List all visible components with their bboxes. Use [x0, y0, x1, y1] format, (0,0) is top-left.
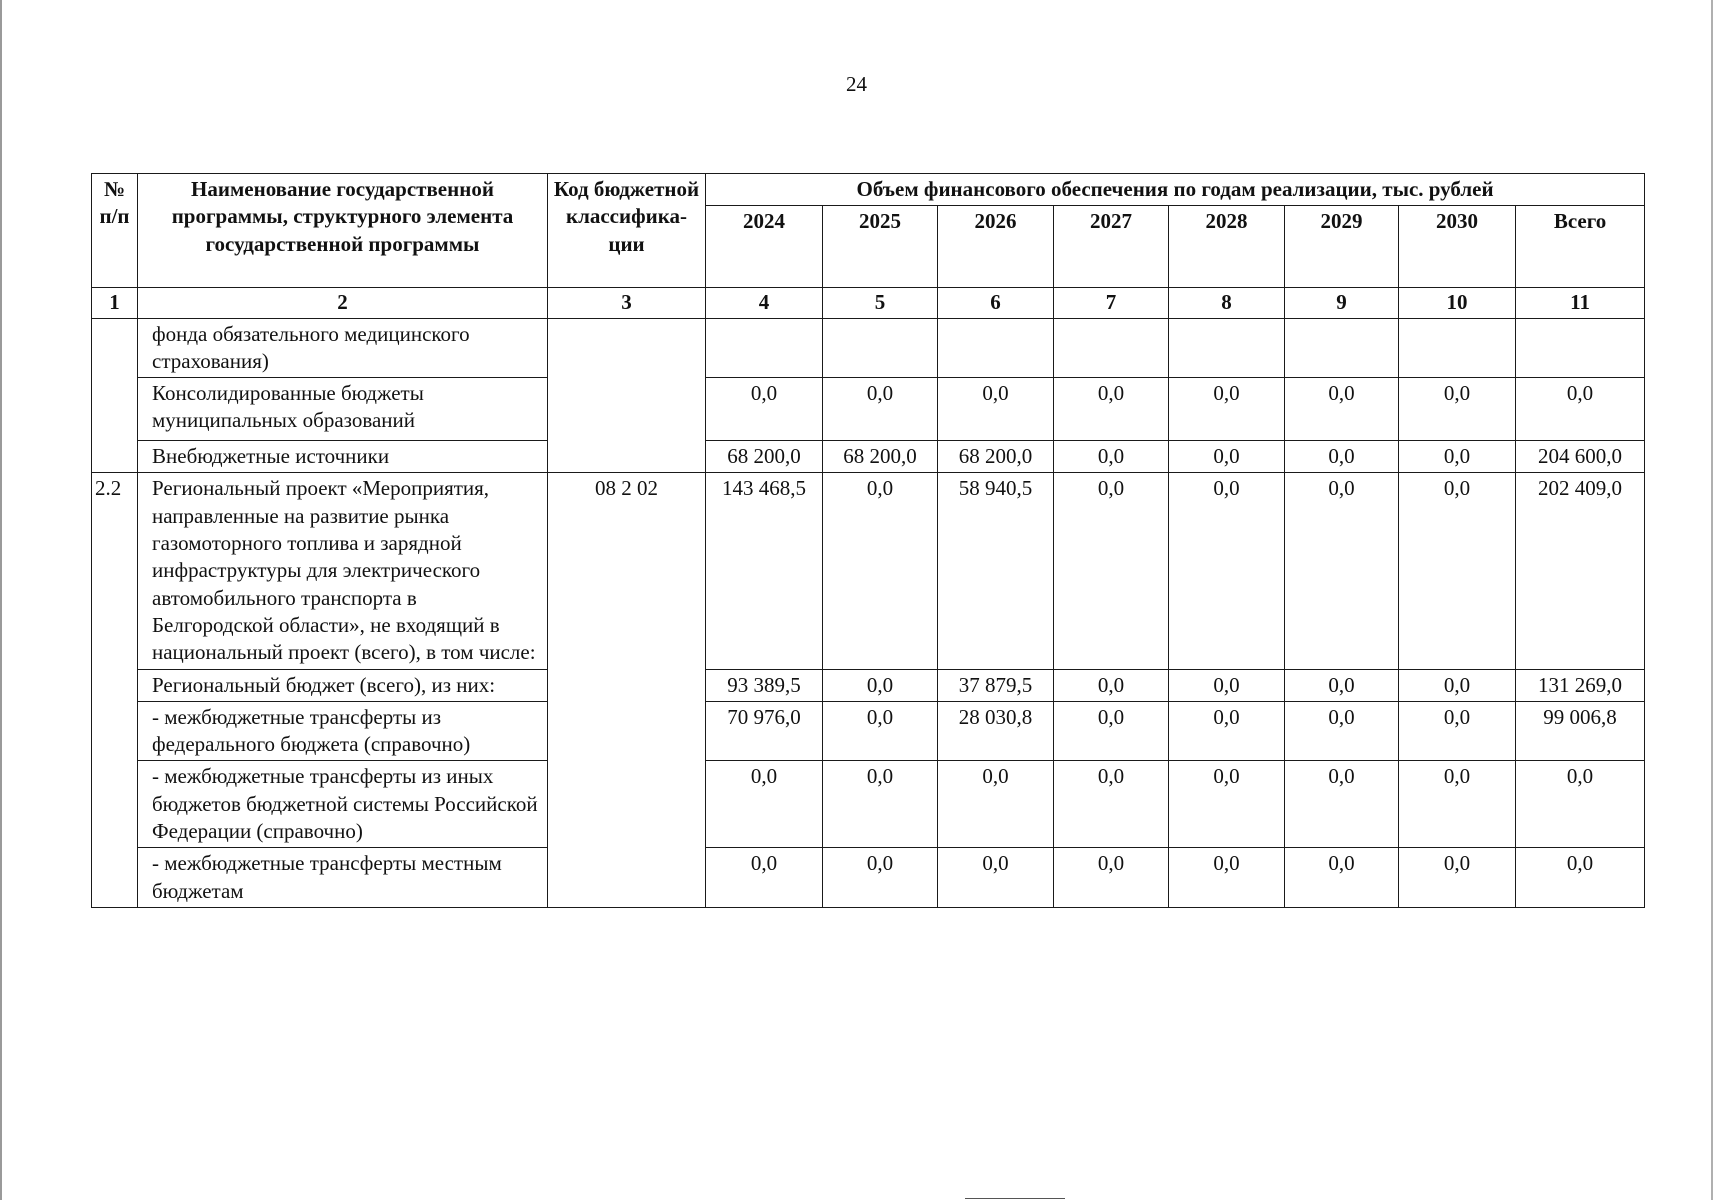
row-number: 2.2	[92, 473, 138, 907]
header-name: Наименование государственной программы, структурного элемента государственной программы	[138, 174, 548, 288]
row-value: 99 006,8	[1516, 701, 1645, 761]
row-code: 08 2 02	[548, 473, 706, 907]
row-value: 0,0	[1399, 761, 1516, 848]
row-value	[823, 318, 938, 378]
header-row-1	[92, 174, 1645, 206]
header-code: Код бюджетной классифика-ции	[548, 174, 706, 288]
row-value: 0,0	[1285, 669, 1399, 701]
row-value: 68 200,0	[706, 441, 823, 473]
row-value	[1054, 318, 1169, 378]
row-value: 0,0	[1054, 473, 1169, 669]
row-value: 0,0	[823, 669, 938, 701]
row-value: 0,0	[1285, 761, 1399, 848]
table-row	[92, 848, 1645, 908]
row-value: 0,0	[1285, 701, 1399, 761]
page-number: 24	[846, 72, 867, 96]
row-value: 0,0	[1169, 848, 1285, 908]
row-code	[548, 318, 706, 473]
row-value: 0,0	[1399, 378, 1516, 441]
row-value: 68 200,0	[823, 441, 938, 473]
row-value: 204 600,0	[1516, 441, 1645, 473]
row-value: 0,0	[706, 761, 823, 848]
column-number: 6	[938, 288, 1054, 318]
row-value: 0,0	[1399, 669, 1516, 701]
row-value: 143 468,5	[706, 473, 823, 669]
row-value: 70 976,0	[706, 701, 823, 761]
header-year: 2029	[1285, 206, 1399, 288]
row-value: 0,0	[1285, 378, 1399, 441]
row-value: 0,0	[823, 473, 938, 669]
row-name: - межбюджетные трансферты местным бюджетам	[138, 848, 548, 908]
row-value: 0,0	[706, 378, 823, 441]
header-year: 2028	[1169, 206, 1285, 288]
row-value: 0,0	[706, 848, 823, 908]
row-value: 0,0	[1169, 701, 1285, 761]
row-name: Внебюджетные источники	[138, 441, 548, 473]
row-value: 0,0	[1169, 441, 1285, 473]
header-total: Всего	[1516, 206, 1645, 288]
row-value: 0,0	[1516, 848, 1645, 908]
table-row	[92, 669, 1645, 701]
column-number: 5	[823, 288, 938, 318]
row-name: Консолидированные бюджеты муниципальных образований	[138, 378, 548, 441]
footer-rule	[965, 1198, 1065, 1199]
column-number: 1	[92, 288, 138, 318]
row-value: 0,0	[1399, 473, 1516, 669]
row-value: 0,0	[1169, 761, 1285, 848]
column-number: 3	[548, 288, 706, 318]
column-number: 9	[1285, 288, 1399, 318]
row-name: - межбюджетные трансферты из иных бюджетов бюджетной системы Российской Федерации (справочно)	[138, 761, 548, 848]
column-number: 4	[706, 288, 823, 318]
table-row	[92, 473, 1645, 669]
column-number-row	[92, 288, 1645, 318]
row-value: 0,0	[1399, 848, 1516, 908]
row-value: 0,0	[1054, 669, 1169, 701]
row-value: 0,0	[823, 378, 938, 441]
row-number	[92, 318, 138, 473]
row-value: 0,0	[938, 378, 1054, 441]
header-year: 2027	[1054, 206, 1169, 288]
row-value	[1399, 318, 1516, 378]
page-edge-left	[0, 0, 2, 1200]
row-value: 0,0	[1169, 669, 1285, 701]
row-value: 93 389,5	[706, 669, 823, 701]
row-value: 0,0	[1516, 761, 1645, 848]
row-value: 28 030,8	[938, 701, 1054, 761]
row-value: 68 200,0	[938, 441, 1054, 473]
row-value: 0,0	[1285, 848, 1399, 908]
row-value: 0,0	[1169, 378, 1285, 441]
table-row	[92, 441, 1645, 473]
row-value	[706, 318, 823, 378]
column-number: 10	[1399, 288, 1516, 318]
budget-table	[91, 173, 1645, 908]
row-value: 0,0	[938, 761, 1054, 848]
column-number: 2	[138, 288, 548, 318]
row-value: 0,0	[1399, 441, 1516, 473]
row-value: 0,0	[1054, 701, 1169, 761]
header-year: 2030	[1399, 206, 1516, 288]
table-row	[92, 318, 1645, 378]
row-name: - межбюджетные трансферты из федерального бюджета (справочно)	[138, 701, 548, 761]
header-funding: Объем финансового обеспечения по годам реализации, тыс. рублей	[706, 174, 1645, 206]
row-value: 0,0	[1169, 473, 1285, 669]
row-value: 0,0	[1399, 701, 1516, 761]
row-value: 0,0	[1054, 441, 1169, 473]
row-value: 0,0	[938, 848, 1054, 908]
row-name: Региональный бюджет (всего), из них:	[138, 669, 548, 701]
table-row	[92, 761, 1645, 848]
column-number: 11	[1516, 288, 1645, 318]
table-row	[92, 701, 1645, 761]
row-value	[1516, 318, 1645, 378]
header-year: 2026	[938, 206, 1054, 288]
table-row	[92, 378, 1645, 441]
column-number: 7	[1054, 288, 1169, 318]
row-value: 0,0	[1054, 378, 1169, 441]
row-value: 0,0	[1054, 848, 1169, 908]
row-value: 202 409,0	[1516, 473, 1645, 669]
header-year: 2025	[823, 206, 938, 288]
row-value: 0,0	[823, 701, 938, 761]
row-value: 37 879,5	[938, 669, 1054, 701]
row-value: 131 269,0	[1516, 669, 1645, 701]
row-value: 0,0	[1285, 441, 1399, 473]
header-num: № п/п	[92, 174, 138, 288]
row-name: Региональный проект «Мероприятия, направленные на развитие рынка газомоторного топлива и зарядной инфраструктуры для электрического автомобильного транспорта в Белгородской области», не входящий в национальный проект (всего), в том числе:	[138, 473, 548, 669]
row-value: 0,0	[1054, 761, 1169, 848]
row-value: 0,0	[823, 848, 938, 908]
column-number: 8	[1169, 288, 1285, 318]
header-year: 2024	[706, 206, 823, 288]
row-value: 0,0	[823, 761, 938, 848]
row-value: 0,0	[1285, 473, 1399, 669]
row-value: 0,0	[1516, 378, 1645, 441]
row-value	[1285, 318, 1399, 378]
row-value	[1169, 318, 1285, 378]
row-value	[938, 318, 1054, 378]
row-name: фонда обязательного медицинского страхования)	[138, 318, 548, 378]
row-value: 58 940,5	[938, 473, 1054, 669]
